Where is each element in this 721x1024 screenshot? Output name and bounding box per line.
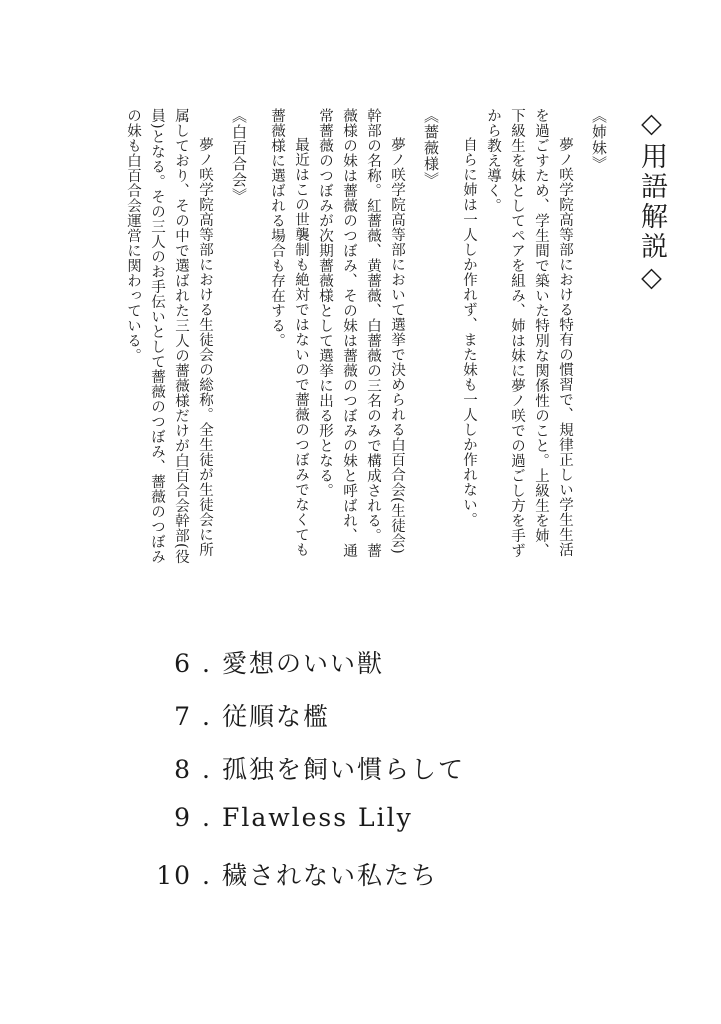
chapter-separator: .: [202, 649, 212, 678]
chapter-list: [120, 644, 680, 909]
chapter-item: [120, 750, 680, 803]
term-paragraph: 最近はこの世襲制も絶対ではないので薔薇のつぼみでなくても薔薇様に選ばれる場合も存在する。: [269, 108, 309, 557]
term-paragraph: 自らに姉は一人しか作れず、また妹も一人しか作れない。: [461, 137, 477, 527]
chapter-number: 9: [174, 803, 192, 832]
chapter-title: 従順な檻: [222, 702, 331, 731]
chapter-number: 8: [174, 755, 192, 784]
term-paragraph: 夢ノ咲学院高等部において選挙で決められる白百合会(生徒会)幹部の名称。紅薔薇、黄薔薇、白薔薇の三名のみで構成される。薔薇様の妹は薔薇のつぼみ、その妹は薔薇のつぼみの妹と呼ばれ、通常薔薇のつぼみが次期薔薇様として選挙に出る形となる。: [317, 108, 405, 558]
chapter-separator: .: [202, 755, 212, 784]
chapter-title: Flawless Lily: [222, 803, 413, 832]
chapter-title: 愛想のいい獣: [222, 649, 385, 678]
glossary-heading: ◇用語解説◇: [636, 108, 667, 296]
chapter-item: [120, 644, 680, 697]
chapter-title: 孤独を飼い慣らして: [222, 755, 466, 784]
chapter-number: 10: [156, 861, 192, 890]
glossary-term-shirayurikai: [121, 108, 251, 568]
glossary-term-shimai: [457, 108, 611, 568]
term-title: 《姉妹》: [590, 108, 608, 172]
glossary-section: [107, 108, 667, 568]
term-paragraph: 夢ノ咲学院高等部における生徒会の総称。全生徒が生徒会に所属しており、その中で選ばれた三人の薔薇様だけが白百合会幹部(役員)となる。その三人のお手伝いとして薔薇のつぼみ、薔薇のつぼみの妹も白百合会運営に関わっている。: [125, 108, 213, 565]
chapter-separator: .: [202, 803, 212, 832]
chapter-separator: .: [202, 702, 212, 731]
chapter-title: 穢されない私たち: [222, 861, 439, 890]
glossary-term-barasama: [265, 108, 443, 568]
chapter-separator: .: [202, 861, 212, 890]
term-title: 《薔薇様》: [422, 108, 440, 188]
chapter-number: 6: [174, 649, 192, 678]
term-title: 《白百合会》: [230, 108, 248, 204]
term-paragraph: 夢ノ咲学院高等部における特有の慣習で、規律正しい学生生活を過ごすため、学生間で築いた特別な関係性のこと。上級生を姉、下級生を妹としてペアを組み、姉は妹に夢ノ咲での過ごし方を手ずから教え導く。: [485, 108, 573, 558]
chapter-item: [120, 803, 680, 856]
chapter-number: 7: [174, 702, 192, 731]
chapter-item: [120, 697, 680, 750]
chapter-item: [120, 856, 680, 909]
